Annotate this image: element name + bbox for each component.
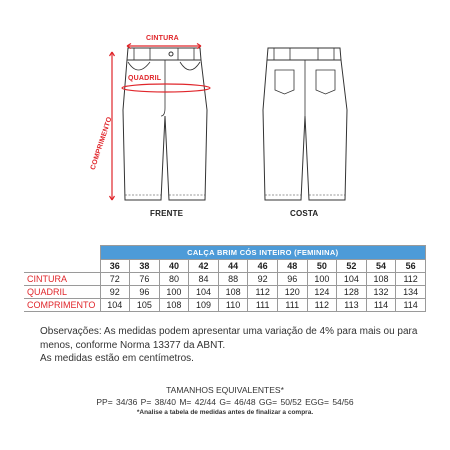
- table-cell: 128: [337, 286, 367, 299]
- table-cell: 100: [159, 286, 189, 299]
- table-title: CALÇA BRIM CÓS INTEIRO (FEMININA): [100, 246, 426, 260]
- table-cell: 88: [218, 273, 248, 286]
- table-cell: 76: [130, 273, 160, 286]
- table-cell: 100: [307, 273, 337, 286]
- disclaimer: *Analise a tabela de medidas antes de finalizar a compra.: [136, 409, 314, 416]
- table-cell: 104: [100, 299, 130, 312]
- size-table-container: [24, 245, 426, 312]
- size-header-cell: 40: [159, 260, 189, 273]
- back-view-drawing: [263, 48, 347, 200]
- quadril-label: QUADRIL: [128, 75, 162, 82]
- size-header-cell: 36: [100, 260, 130, 273]
- table-cell: 96: [277, 273, 307, 286]
- size-header-cell: 52: [337, 260, 367, 273]
- size-header-cell: 48: [277, 260, 307, 273]
- equivalents-list: PP= 34/36 P= 38/40 M= 42/44 G= 46/48 GG= 50/52 EGG= 54/56: [96, 397, 354, 407]
- equivalents-title: TAMANHOS EQUIVALENTES*: [166, 385, 284, 395]
- size-header-cell: 54: [366, 260, 396, 273]
- table-cell: 114: [396, 299, 426, 312]
- table-cell: 84: [189, 273, 219, 286]
- table-cell: 111: [277, 299, 307, 312]
- comprimento-label: COMPRIMENTO: [89, 116, 114, 171]
- table-cell: 96: [130, 286, 160, 299]
- notes: [40, 325, 420, 366]
- table-row: [24, 286, 426, 299]
- table-cell: 112: [307, 299, 337, 312]
- size-header-cell: 38: [130, 260, 160, 273]
- cintura-label: CINTURA: [146, 35, 179, 42]
- table-cell: 120: [277, 286, 307, 299]
- front-view-drawing: [123, 48, 207, 200]
- table-cell: 104: [189, 286, 219, 299]
- front-view-label: FRENTE: [150, 209, 184, 218]
- table-cell: 111: [248, 299, 278, 312]
- size-header-cell: 56: [396, 260, 426, 273]
- table-cell: 109: [189, 299, 219, 312]
- size-header-cell: 50: [307, 260, 337, 273]
- table-cell: 134: [396, 286, 426, 299]
- table-cell: 92: [100, 286, 130, 299]
- table-cell: 113: [337, 299, 367, 312]
- note-variation: Observações: As medidas podem apresentar uma variação de 4% para mais ou para menos, conforme Norma 13377 da ABNT.: [40, 326, 418, 351]
- size-header-cell: 46: [248, 260, 278, 273]
- row-label: QUADRIL: [24, 286, 100, 299]
- table-cell: 108: [366, 273, 396, 286]
- table-cell: 110: [218, 299, 248, 312]
- note-units: As medidas estão em centímetros.: [40, 353, 194, 364]
- table-cell: 114: [366, 299, 396, 312]
- table-cell: 105: [130, 299, 160, 312]
- row-label: CINTURA: [24, 273, 100, 286]
- size-table: [24, 245, 426, 312]
- table-cell: 80: [159, 273, 189, 286]
- table-cell: 92: [248, 273, 278, 286]
- table-cell: 124: [307, 286, 337, 299]
- table-row: [24, 299, 426, 312]
- size-header-cell: 44: [218, 260, 248, 273]
- back-view-label: COSTA: [290, 209, 319, 218]
- size-header-cell: 42: [189, 260, 219, 273]
- row-label: COMPRIMENTO: [24, 299, 100, 312]
- table-cell: 132: [366, 286, 396, 299]
- table-cell: 112: [396, 273, 426, 286]
- table-cell: 108: [218, 286, 248, 299]
- table-cell: 72: [100, 273, 130, 286]
- table-cell: 112: [248, 286, 278, 299]
- table-row: [24, 273, 426, 286]
- table-cell: 108: [159, 299, 189, 312]
- table-cell: 104: [337, 273, 367, 286]
